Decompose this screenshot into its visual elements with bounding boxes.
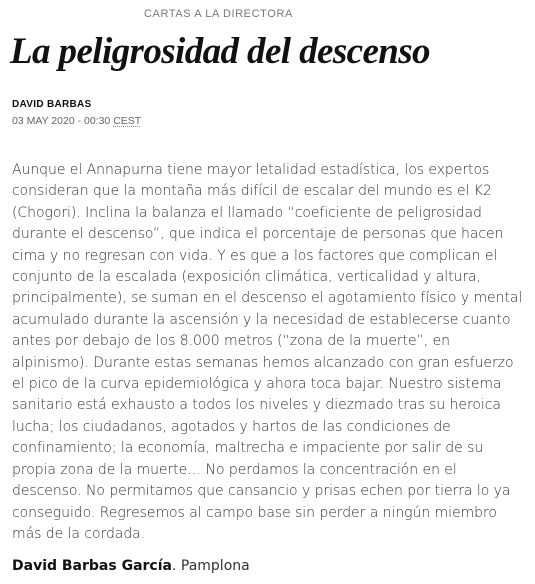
signature-city: Pamplona [180, 558, 250, 574]
timezone-abbr: CEST [113, 115, 142, 127]
byline [12, 98, 141, 128]
signature-name: David Barbas García [12, 558, 172, 574]
publish-date-text: 03 MAY 2020 - 00:30 [12, 115, 111, 127]
signature-separator: . [171, 558, 181, 574]
author-link[interactable]: DAVID BARBAS [12, 99, 92, 110]
publish-date [12, 115, 141, 128]
article-body: Aunque el Annapurna tiene mayor letalidad estadística, los expertos consideran que la montaña más difícil de escalar del mundo es el K2 (Chogori). Inclina la balanza el llamado “coeficiente de peligrosidad durante el descenso”, que indica el porcentaje de personas que hacen cima y no regresan con vida. Y es que a los factores que complican el conjunto de la escalada (exposición climática, verticalidad y altura, principalmente), se suman en el descenso el agotamiento físico y mental acumulado durante la ascensión y la necesidad de establecerse cuanto antes por debajo de los 8.000 metros (“zona de la muerte”, en alpinismo). Durante estas semanas hemos alcanzado con gran esfuerzo el pico de la curva epidemiológica y ahora toca bajar. Nuestro sistema sanitario está exhausto a todos los niveles y diezmado tras su heroica lucha; los ciudadanos, agotados y hartos de las condiciones de confinamiento; la economía, maltrecha e impaciente por salir de su propia zona de la muerte… No perdamos la concentración en el descenso. No permitamos que cansancio y prisas echen por tierra lo ya conseguido. Regresemos al campo base sin perder a ningún miembro más de la cordada. [12, 162, 523, 542]
section-link[interactable]: CARTAS A LA DIRECTORA [144, 8, 293, 20]
letter-signature [12, 556, 250, 576]
article-headline: La peligrosidad del descenso [10, 31, 430, 72]
